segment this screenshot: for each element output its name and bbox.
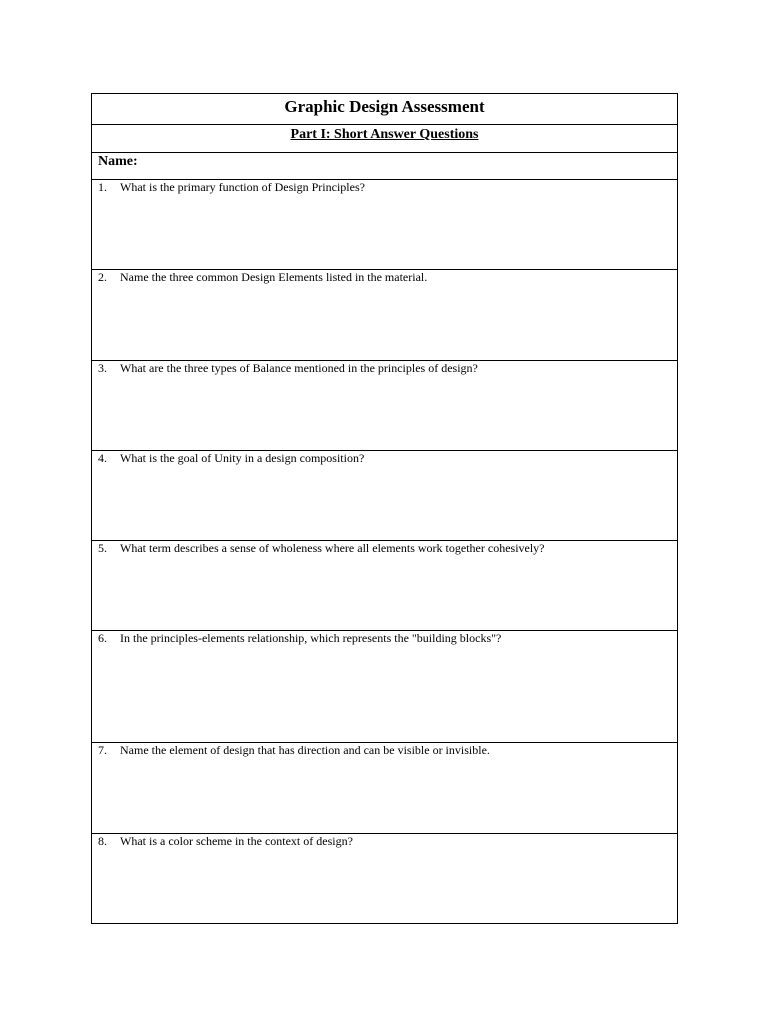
question-text: What is a color scheme in the context of design? (120, 834, 353, 848)
section-subtitle: Part I: Short Answer Questions (290, 127, 479, 142)
question-number: 4. (98, 451, 107, 465)
question-row (92, 540, 677, 630)
question-text: What term describes a sense of wholeness where all elements work together cohesively? (120, 541, 545, 555)
question-number: 1. (98, 180, 107, 194)
question-text: Name the three common Design Elements listed in the material. (120, 270, 428, 284)
question-row (92, 269, 677, 360)
question-text: Name the element of design that has direction and can be visible or invisible. (120, 743, 490, 757)
question-number: 2. (98, 270, 107, 284)
question-number: 8. (98, 834, 107, 848)
name-label: Name: (98, 154, 138, 169)
question-text: In the principles-elements relationship, which represents the "building blocks"? (120, 631, 502, 645)
title-row (92, 94, 677, 124)
question-text: What are the three types of Balance mentioned in the principles of design? (120, 361, 478, 375)
question-row (92, 630, 677, 742)
assessment-table (91, 93, 678, 924)
question-number: 6. (98, 631, 107, 645)
question-row (92, 179, 677, 269)
question-number: 7. (98, 743, 107, 757)
question-row (92, 833, 677, 923)
question-number: 5. (98, 541, 107, 555)
name-row (92, 152, 677, 179)
subtitle-row (92, 124, 677, 152)
question-row (92, 450, 677, 540)
question-text: What is the primary function of Design Principles? (120, 180, 365, 194)
document-title: Graphic Design Assessment (284, 97, 485, 116)
question-number: 3. (98, 361, 107, 375)
question-text: What is the goal of Unity in a design composition? (120, 451, 365, 465)
question-row (92, 742, 677, 833)
question-row (92, 360, 677, 450)
